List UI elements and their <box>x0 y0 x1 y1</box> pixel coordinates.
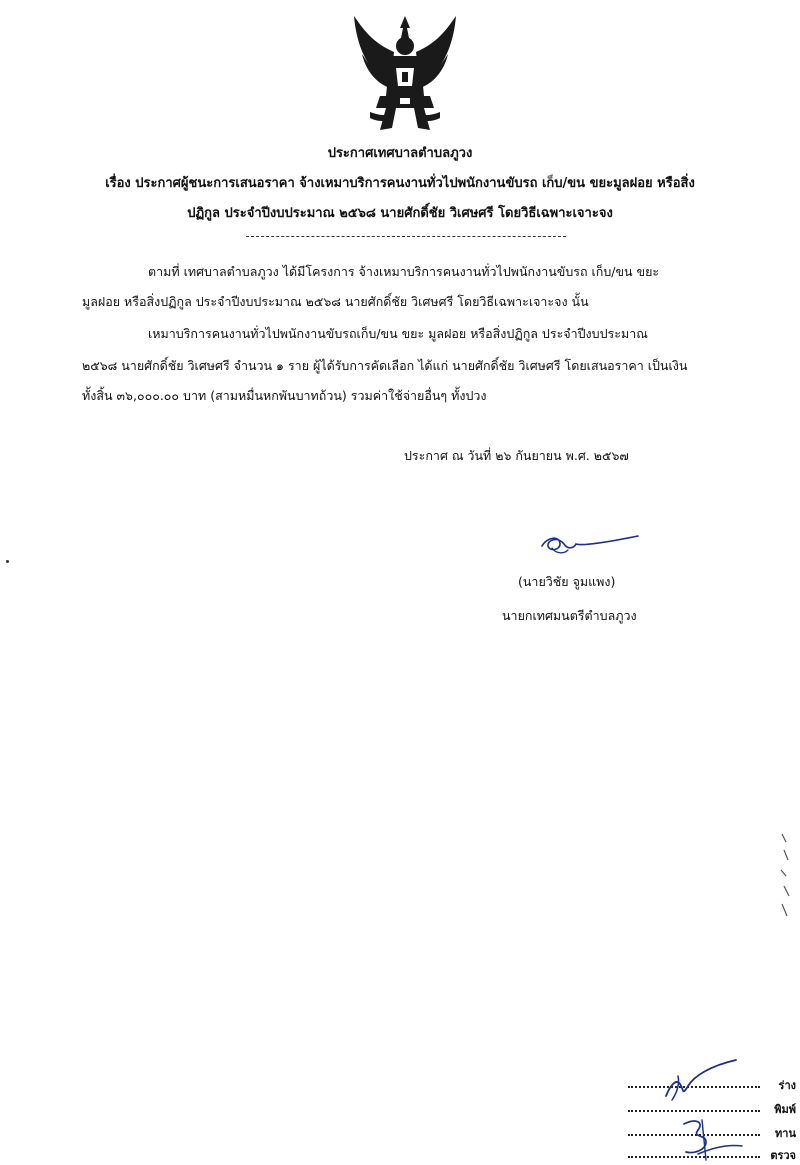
draft-initial-signature <box>660 1056 740 1102</box>
announcement-date: ประกาศ ณ วันที่ ๒๖ กันยายน พ.ศ. ๒๕๖๗ <box>404 448 629 463</box>
subject-line-1: เรื่อง ประกาศผู้ชนะการเสนอราคา จ้างเหมาบริการคนงานทั่วไปพนักงานขับรถ เก็บ/ขน ขยะมูลฝอย หรือสิ่ง <box>105 176 695 191</box>
body-line-3: เหมาบริการคนงานทั่วไปพนักงานขับรถเก็บ/ขน ขยะ มูลฝอย หรือสิ่งปฏิกูล ประจำปีงบประมาณ <box>148 326 648 341</box>
body-line-1: ตามที่ เทศบาลตำบลภูวง ได้มีโครงการ จ้างเหมาบริการคนงานทั่วไปพนักงานขับรถ เก็บ/ขน ขยะ <box>148 264 660 279</box>
body-line-2: มูลฝอย หรือสิ่งปฏิกูล ประจำปีงบประมาณ ๒๕๖๘ นายศักดิ์ชัย วิเศษศรี โดยวิธีเฉพาะเจาะจง นั้น <box>82 294 589 309</box>
body-line-5: ทั้งสิ้น ๓๖,๐๐๐.๐๐ บาท (สามหมื่นหกพันบาทถ้วน) รวมค่าใช้จ่ายอื่นๆ ทั้งปวง <box>82 388 487 403</box>
initial-label-check: ตรวจ <box>770 1149 796 1162</box>
announcement-header: ประกาศเทศบาลตำบลภูวง <box>327 146 473 161</box>
signer-title: นายกเทศมนตรีตำบลภูวง <box>502 608 637 623</box>
signer-name: (นายวิชัย จูมแพง) <box>518 574 616 589</box>
initial-label-review: ทาน <box>775 1127 796 1140</box>
subject-line-2: ปฏิกูล ประจำปีงบประมาณ ๒๕๖๘ นายศักดิ์ชัย วิเศษศรี โดยวิธีเฉพาะเจาะจง <box>187 206 613 221</box>
garuda-emblem-icon <box>350 12 460 136</box>
mayor-signature <box>538 528 642 558</box>
body-line-4: ๒๕๖๘ นายศักดิ์ชัย วิเศษศรี จำนวน ๑ ราย ผู้ได้รับการคัดเลือก ได้แก่ นายศักดิ์ชัย วิเศษศรี โดยเสนอราคา เป็นเงิน <box>82 358 688 373</box>
initial-label-print: พิมพ์ <box>774 1103 796 1116</box>
initial-label-draft: ร่าง <box>778 1079 796 1092</box>
scan-speck <box>6 560 9 563</box>
dashed-divider <box>246 236 566 237</box>
edge-scribble <box>778 830 792 920</box>
review-initial-signature <box>676 1114 746 1162</box>
